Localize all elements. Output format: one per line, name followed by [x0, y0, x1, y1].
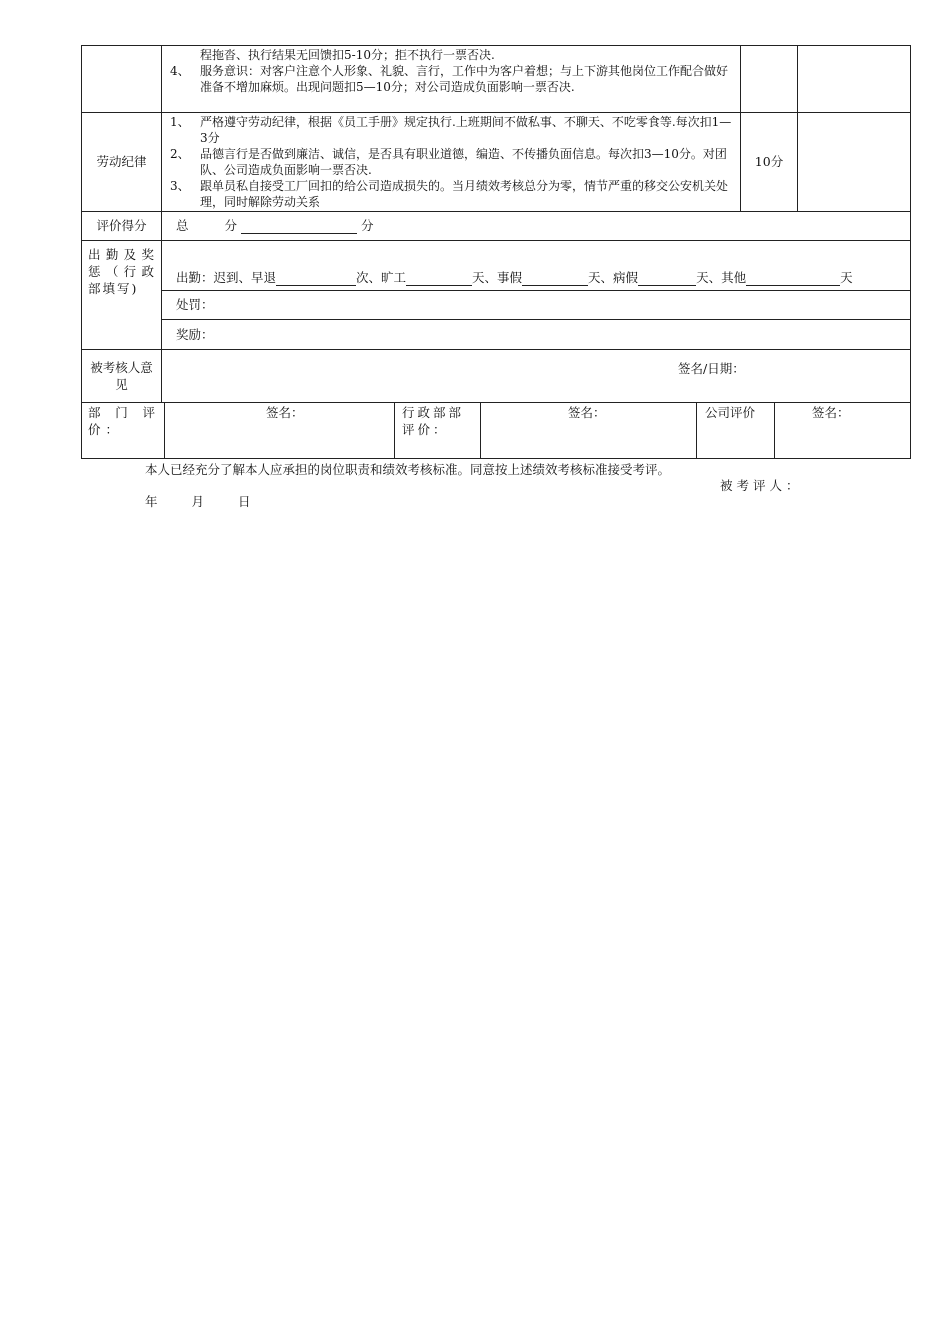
col-divider	[480, 402, 481, 459]
criteria-item	[164, 114, 738, 146]
date-month: 月	[191, 494, 204, 509]
dept-eval-label: 部门评价：	[88, 405, 160, 437]
row-divider	[81, 211, 911, 212]
punishment-field: 处罚：	[176, 297, 214, 312]
personal-leave-blank[interactable]	[522, 272, 588, 286]
col-divider	[394, 402, 395, 459]
row-divider	[81, 349, 911, 350]
criteria-number: 2、	[170, 147, 190, 161]
criteria-text: 严格遵守劳动纪律，根据《员工手册》规定执行.上班期间不做私事、不聊天、不吃零食等.每次扣1—3分	[200, 115, 732, 145]
date-year: 年	[145, 494, 158, 509]
criteria-number: 4、	[170, 64, 190, 78]
sick-leave-blank[interactable]	[638, 272, 696, 286]
criteria-item	[164, 178, 738, 210]
row-divider	[162, 290, 911, 291]
reward-field: 奖励：	[176, 327, 214, 342]
admin-eval-label: 行政部部评价：	[402, 405, 465, 437]
col-divider	[774, 402, 775, 459]
col-divider	[797, 45, 798, 212]
col-divider	[164, 402, 165, 459]
criteria-number: 3、	[170, 179, 190, 193]
opinion-label: 被考核人意见	[90, 360, 153, 392]
late-count-blank[interactable]	[276, 272, 356, 286]
signature-date	[145, 494, 285, 510]
row-divider	[81, 402, 911, 403]
total-score-field: 总 分 分	[176, 218, 374, 233]
total-prefix: 总	[176, 218, 189, 233]
discipline-score: 10分	[754, 153, 784, 169]
assessee-signature: 被考评人：	[720, 478, 803, 493]
criteria-text: 程拖沓、执行结果无回馈扣5-10分；拒不执行一票否决.	[200, 48, 495, 62]
criteria-text: 跟单员私自接受工厂回扣的给公司造成损失的。当月绩效考核总分为零，情节严重的移交公安机关处理，同时解除劳动关系	[200, 179, 729, 209]
row-divider	[162, 319, 911, 320]
row-divider	[81, 240, 911, 241]
table-border-bottom	[81, 458, 911, 459]
col-divider	[161, 45, 162, 403]
attendance-line: 出勤：迟到、早退 次、旷工 天、事假 天、病假 天、其他 天	[176, 270, 853, 285]
dept-sign: 签名：	[266, 405, 304, 420]
criteria-number: 1、	[170, 115, 190, 129]
table-border-right	[910, 45, 911, 459]
agreement-statement: 本人已经充分了解本人应承担的岗位职责和绩效考核标准。同意按上述绩效考核标准接受考评。	[145, 462, 671, 477]
criteria-item	[164, 63, 738, 95]
score-label: 评价得分	[96, 217, 147, 233]
col-divider	[696, 402, 697, 459]
criteria-text: 品德言行是否做到廉洁、诚信，是否具有职业道德，编造、不传播负面信息。每次扣3—10分。对团队、公司造成负面影响一票否决.	[200, 147, 727, 177]
table-border-top	[81, 45, 911, 46]
criteria-text: 服务意识：对客户注意个人形象、礼貌、言行，工作中为客户着想；与上下游其他岗位工作配合做好准备不增加麻烦。出现问题扣5—10分；对公司造成负面影响一票否决.	[200, 64, 729, 94]
discipline-criteria	[164, 114, 738, 210]
criteria-item	[164, 146, 738, 178]
company-sign: 签名：	[812, 405, 850, 420]
criteria-continued	[164, 47, 738, 95]
date-day: 日	[237, 494, 251, 509]
attendance-label: 出勤及奖惩（行政部填写)	[88, 247, 156, 296]
company-eval-label: 公司评价	[705, 405, 756, 420]
total-score-blank[interactable]	[241, 220, 357, 234]
other-leave-blank[interactable]	[746, 272, 840, 286]
discipline-label: 劳动纪律	[96, 153, 147, 169]
opinion-sign-date: 签名/日期：	[678, 361, 745, 376]
absent-days-blank[interactable]	[406, 272, 472, 286]
admin-sign: 签名：	[568, 405, 606, 420]
criteria-item	[164, 47, 738, 63]
